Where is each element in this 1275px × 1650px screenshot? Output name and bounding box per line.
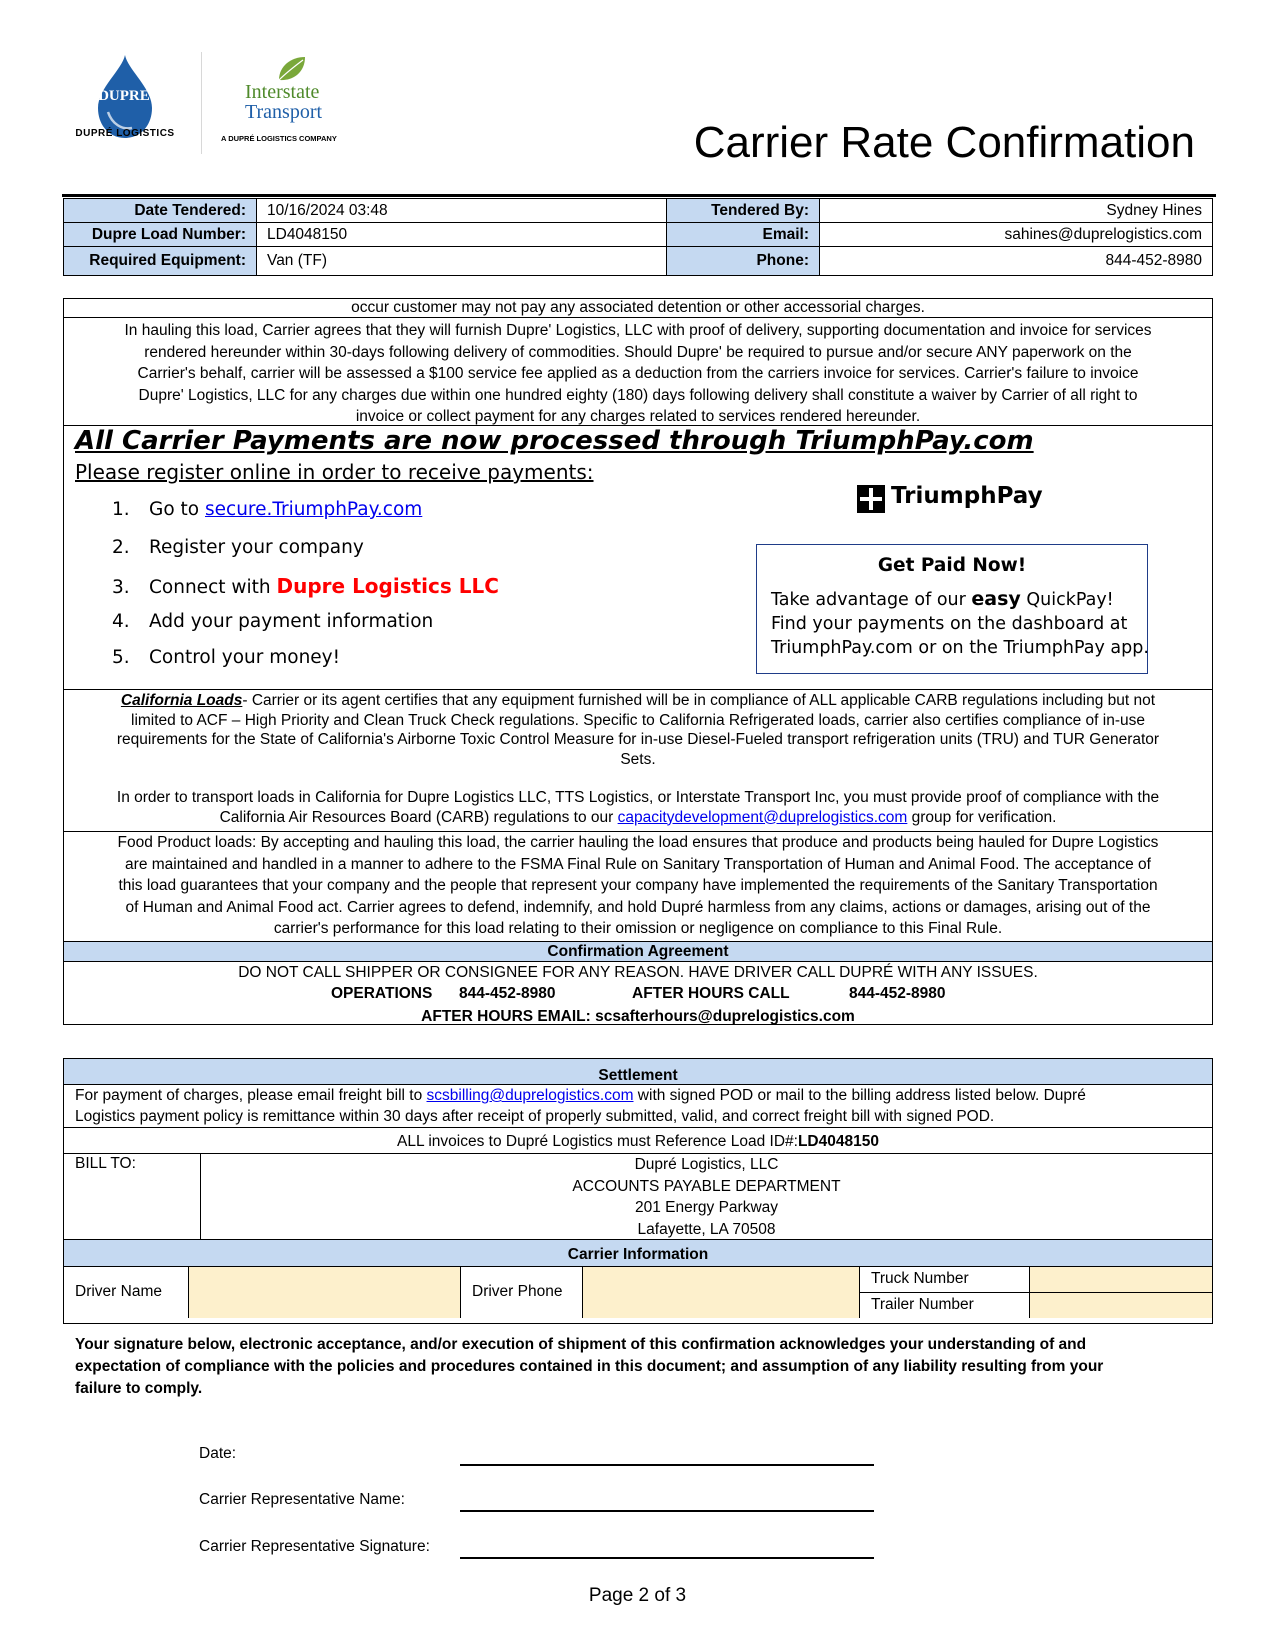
address-line: Dupré Logistics, LLC [634,1156,779,1173]
acknowledgement-line: failure to comply. [75,1380,203,1397]
carrier-info-row [64,1267,1212,1318]
date-tendered-value: 10/16/2024 03:48 [257,199,667,223]
operations-line [64,984,1212,1006]
interstate-transport-logo [215,52,375,152]
truck-number-field[interactable] [1030,1267,1212,1292]
carrier-info-heading: Carrier Information [64,1240,1212,1267]
trailer-number-label: Trailer Number [871,1296,974,1313]
california-line [64,691,1212,711]
carb-pre: California Air Resources Board (CARB) regulations to our [219,808,618,826]
food-line: of Human and Animal Food act. Carrier agrees to defend, indemnify, and hold Dupré harmless from any claims, actions or damages, arising out of the [125,898,1151,916]
operations-label: OPERATIONS [331,984,433,1002]
settlement-line2: Logistics payment policy is remittance within 30 days after receipt of properly submitted, valid, and correct freight bill with signed POD. [75,1108,995,1125]
acknowledgement-line: Your signature below, electronic acceptance, and/or execution of shipment of this confirmation acknowledges your understanding of and [75,1336,1087,1353]
paperwork-line: rendered hereunder within 30-days following delivery of commodities. Should Dupre' be required to pursue and/or secure ANY paperwork on the [144,343,1132,361]
paperwork-terms [63,318,1213,426]
leaf-icon [275,54,309,84]
california-line: Sets. [620,750,656,768]
rep-name-line[interactable] [460,1510,874,1512]
after-hours-email: AFTER HOURS EMAIL: scsafterhours@duprelogistics.com [421,1007,855,1025]
confirmation-section [63,942,1213,1025]
page-title: Carrier Rate Confirmation [693,118,1195,167]
step-text: Go to [149,499,205,520]
step-text: Connect with [149,577,277,598]
get-paid-now-box [756,544,1148,674]
quickpay-pre: Take advantage of our [771,590,972,610]
triumphpay-headline: All Carrier Payments are now processed through TriumphPay.com [75,426,1034,456]
phone-label: Phone: [667,247,820,276]
triumphpay-logo-text: TriumphPay [891,483,1043,509]
invoice-reference-text: ALL invoices to Dupré Logistics must Reference Load ID#: [397,1133,798,1150]
truck-number-label: Truck Number [871,1270,969,1287]
operations-phone: 844-452-8980 [459,984,556,1002]
driver-phone-field[interactable] [583,1267,859,1318]
address-line: 201 Energy Parkway [634,1199,779,1216]
dupre-mark-text: DUPRE' [98,88,154,104]
email-value: sahines@duprelogistics.com [820,223,1213,247]
food-line: this load guarantees that your company and the people that represent your company have implemented the requirements of the Sanitary Transportation [118,877,1158,894]
load-number-value: LD4048150 [257,223,667,247]
phone-value: 844-452-8980 [820,247,1213,276]
capacity-email-link[interactable]: capacitydevelopment@duprelogistics.com [617,808,908,826]
quickpay-line [771,588,1114,610]
tendered-by-value: Sydney Hines [820,199,1213,223]
load-header-table [63,198,1213,276]
step-number: 1. [112,499,130,520]
date-signature-line[interactable] [460,1464,874,1466]
step-3 [112,574,499,598]
food-line: are maintained and handled in a manner to adhere to the FSMA Final Rule on Sanitary Transportation of Human and Animal Food. The acceptance of [125,855,1151,873]
address-line: Lafayette, LA 70508 [637,1220,776,1238]
triumphpay-section [63,426,1213,690]
app-line: TriumphPay.com or on the TriumphPay app. [771,638,1149,658]
billing-address [201,1154,1212,1240]
rep-signature-label: Carrier Representative Signature: [199,1538,430,1555]
interstate-line1: Interstate [245,81,320,103]
step-number: 4. [112,611,130,632]
bill-to-label: BILL TO: [75,1155,136,1172]
california-line: requirements for the State of California's Airborne Toxic Control Measure for in-use Diesel-Fueled transport refrigeration units (TRU) and TUR Generator [116,731,1160,748]
rep-signature-line[interactable] [460,1557,874,1559]
dupre-logo-name: DUPRÉ LOGISTICS [75,128,175,139]
paperwork-line: Dupre' Logistics, LLC for any charges due within one hundred eighty (180) days following delivery shall constitute a waiver by Carrier of all right to [138,386,1138,404]
confirmation-heading: Confirmation Agreement [64,942,1212,962]
terms-partial-line: occur customer may not pay any associated detention or other accessorial charges. [351,299,925,316]
quickpay-emph: easy [971,588,1021,610]
carb-post: group for verification. [907,808,1057,826]
equipment-label: Required Equipment: [64,247,257,276]
no-call-line: DO NOT CALL SHIPPER OR CONSIGNEE FOR ANY REASON. HAVE DRIVER CALL DUPRÉ WITH ANY ISSUES. [238,964,1038,981]
tendered-by-label: Tendered By: [667,199,820,223]
triumphpay-subhead: Please register online in order to receive payments: [75,460,594,484]
quickpay-post: QuickPay! [1020,590,1114,610]
terms-partial-box [63,298,1213,318]
bill-to-row [64,1154,1212,1240]
settlement-text [64,1085,1212,1128]
step-number: 5. [112,647,130,668]
logo-divider [201,52,202,154]
after-hours-label: AFTER HOURS CALL [632,984,790,1002]
after-hours-phone: 844-452-8980 [849,984,946,1002]
settlement-line1 [75,1085,1201,1106]
invoice-load-id: LD4048150 [797,1133,879,1150]
california-section [63,690,1213,832]
acknowledgement [75,1334,1215,1400]
california-heading: California Loads [120,692,243,709]
step-1 [112,499,422,520]
driver-name-field[interactable] [189,1267,460,1318]
dupre-logo [70,50,190,150]
settlement-heading: Settlement [64,1059,1212,1085]
step-text: Register your company [149,537,364,558]
step-2 [112,537,364,558]
interstate-line2: Transport [245,101,323,123]
date-tendered-label: Date Tendered: [64,199,257,223]
food-product-section [63,832,1213,942]
email-label: Email: [667,223,820,247]
interstate-tagline: A DUPRÉ LOGISTICS COMPANY [221,134,337,143]
title-rule [62,194,1216,197]
trailer-number-field[interactable] [1030,1293,1212,1318]
step-number: 3. [112,577,130,598]
get-paid-now-title: Get Paid Now! [877,555,1027,576]
settlement-post: with signed POD or mail to the billing address listed below. Dupré [633,1087,1086,1104]
california-line1-rest: - Carrier or its agent certifies that any equipment furnished will be in compliance of ALL applicable CARB regulations including but not [242,692,1156,709]
food-line: Food Product loads: By accepting and hauling this load, the carrier hauling the load ensures that produce and products being hauled for Dupre Logistics [117,834,1159,851]
settlement-pre: For payment of charges, please email freight bill to [75,1087,427,1104]
acknowledgement-line: expectation of compliance with the policies and procedures contained in this document; and assumption of any liability resulting from your [75,1358,1104,1375]
paperwork-line: invoice or collect payment for any charges related to services rendered hereunder. [355,408,921,425]
driver-name-label: Driver Name [75,1283,162,1300]
paperwork-line: In hauling this load, Carrier agrees that they will furnish Dupre' Logistics, LLC with proof of delivery, supporting documentation and invoice for services [124,322,1152,339]
carb-proof-line: In order to transport loads in California for Dupre Logistics LLC, TTS Logistics, or Interstate Transport Inc, you must provide proof of compliance with the [116,789,1160,806]
dashboard-line: Find your payments on the dashboard at [771,614,1128,634]
page-number: Page 2 of 3 [588,1585,687,1606]
equipment-value: Van (TF) [257,247,667,276]
step-number: 2. [112,537,130,558]
triumphpay-logo-icon [857,485,885,513]
invoice-reference [64,1128,1212,1154]
step-text: Add your payment information [149,611,434,632]
settlement-section [63,1058,1213,1324]
dupre-logistics-emph: Dupre Logistics LLC [276,574,499,598]
date-label: Date: [199,1445,237,1462]
step-4 [112,611,433,632]
step-text: Control your money! [149,647,341,668]
address-line: ACCOUNTS PAYABLE DEPARTMENT [572,1177,841,1195]
food-line: carrier's performance for this load relating to their omission or negligence on compliance to this Final Rule. [273,920,1003,937]
step-5 [112,647,340,668]
california-line: limited to ACF – High Priority and Clean Truck Check regulations. Specific to California Refrigerated loads, carrier also certifies compliance of in-use [131,711,1145,729]
billing-email-link[interactable]: scsbilling@duprelogistics.com [426,1087,634,1104]
rep-name-label: Carrier Representative Name: [199,1491,405,1508]
carb-proof-line [64,808,1212,828]
triumphpay-link[interactable]: secure.TriumphPay.com [205,499,423,520]
driver-phone-label: Driver Phone [472,1283,563,1300]
load-number-label: Dupre Load Number: [64,223,257,247]
paperwork-line: Carrier's behalf, carrier will be assessed a $100 service fee applied as a deduction from the carriers invoice for services. Carrier's failure to invoice [137,365,1139,382]
